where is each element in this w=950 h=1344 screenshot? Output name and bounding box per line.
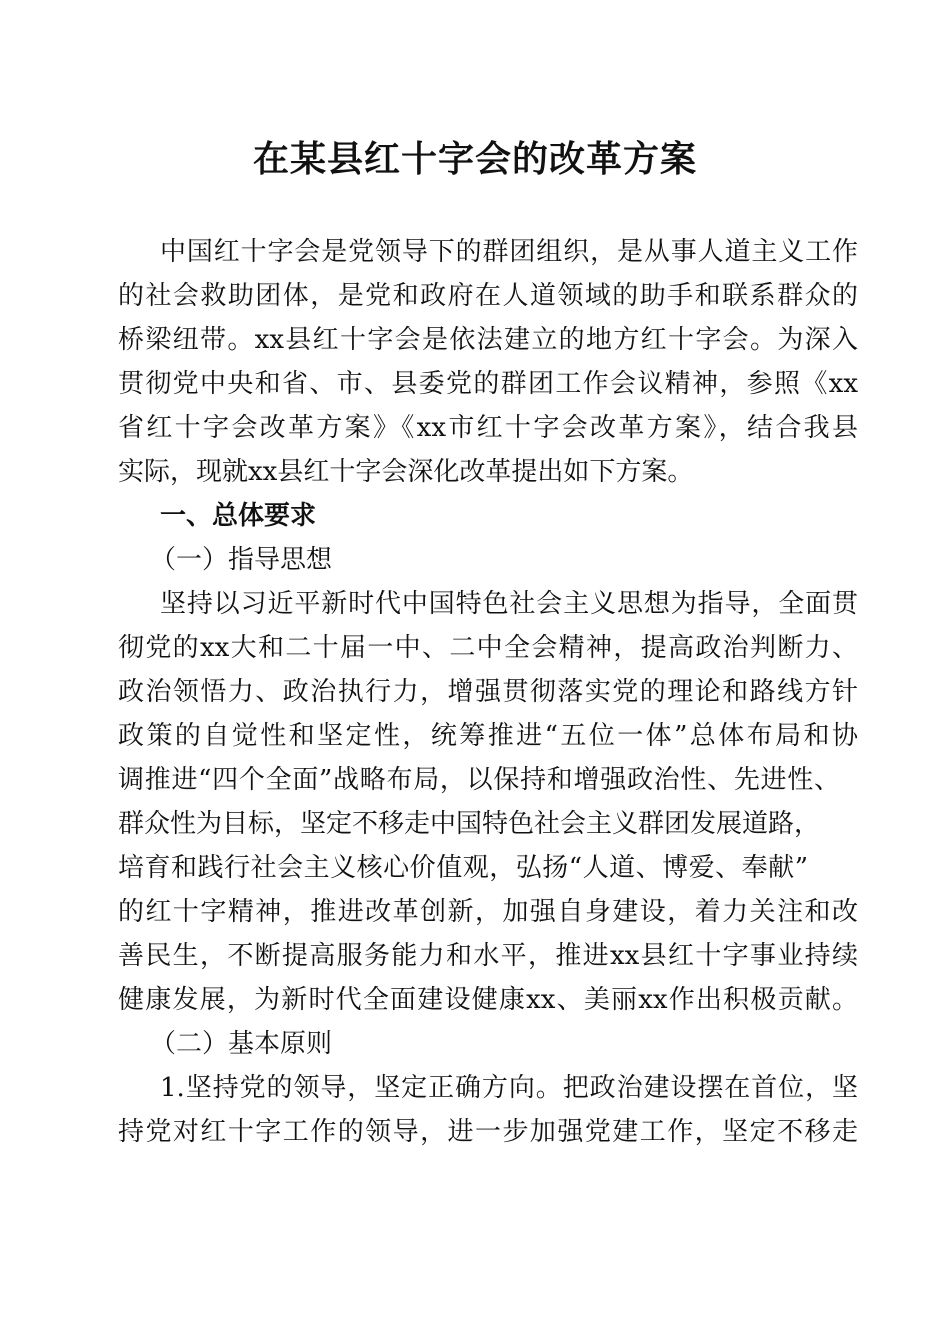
document-title: 在某县红十字会的改革方案 — [252, 138, 697, 180]
paragraph-line: 1.坚持党的领导，坚定正确方向。把政治建设摆在首位，坚 — [160, 1073, 858, 1103]
paragraph-line: 健康发展，为新时代全面建设健康xx、美丽xx作出积极贡献。 — [118, 985, 858, 1015]
paragraph-line: 政策的自觉性和坚定性，统筹推进“五位一体”总体布局和协 — [118, 721, 858, 751]
paragraph-line: 彻党的xx大和二十届一中、二中全会精神，提高政治判断力、 — [118, 633, 858, 663]
paragraph-line: 政治领悟力、政治执行力，增强贯彻落实党的理论和路线方针 — [118, 677, 858, 707]
paragraph-line: 桥梁纽带。xx县红十字会是依法建立的地方红十字会。为深入 — [118, 325, 858, 355]
paragraph-line: 实际，现就xx县红十字会深化改革提出如下方案。 — [118, 457, 694, 487]
paragraph-line: 贯彻党中央和省、市、县委党的群团工作会议精神，参照《xx — [118, 369, 858, 399]
subsection-heading: （二）基本原则 — [150, 1029, 333, 1059]
section-heading: 一、总体要求 — [160, 501, 317, 531]
subsection-heading: （一）指导思想 — [150, 545, 333, 575]
paragraph-line: 坚持以习近平新时代中国特色社会主义思想为指导，全面贯 — [160, 589, 858, 619]
paragraph-line: 持党对红十字工作的领导，进一步加强党建工作，坚定不移走 — [118, 1117, 858, 1147]
paragraph-line: 中国红十字会是党领导下的群团组织，是从事人道主义工作 — [160, 237, 858, 267]
paragraph-line: 培育和践行社会主义核心价值观，弘扬“人道、博爱、奉献” — [118, 853, 808, 883]
paragraph-line: 善民生，不断提高服务能力和水平，推进xx县红十字事业持续 — [118, 941, 858, 971]
paragraph-line: 的红十字精神，推进改革创新，加强自身建设，着力关注和改 — [118, 897, 858, 927]
paragraph-line: 群众性为目标，坚定不移走中国特色社会主义群团发展道路， — [118, 809, 821, 839]
paragraph-line: 的社会救助团体，是党和政府在人道领域的助手和联系群众的 — [118, 281, 858, 311]
paragraph-line: 省红十字会改革方案》《xx市红十字会改革方案》，结合我县 — [118, 413, 858, 443]
paragraph-line: 调推进“四个全面”战略布局，以保持和增强政治性、先进性、 — [118, 765, 840, 795]
